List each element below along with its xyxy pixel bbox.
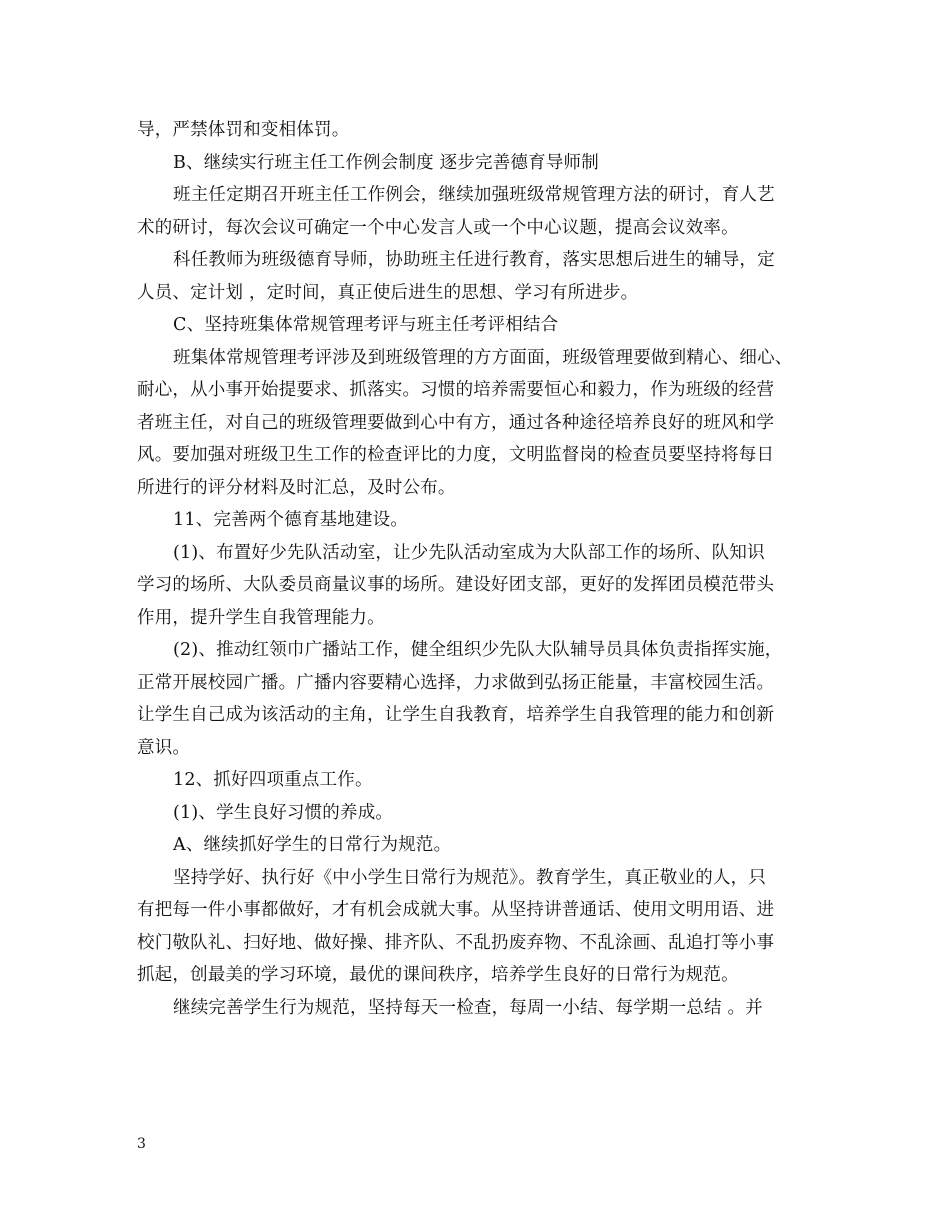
text-line: (1)、布置好少先队活动室，让少先队活动室成为大队部工作的场所、队知识 xyxy=(173,542,765,563)
text-line: 导，严禁体罚和变相体罚。 xyxy=(137,120,350,140)
text-line: 意识。 xyxy=(137,737,191,758)
text-line: (2)、推动红领巾广播站工作，健全组织少先队大队辅导员具体负责指挥实施， xyxy=(173,640,783,660)
text-line: 校门敬队礼、扫好地、做好操、排齐队、不乱扔废弃物、不乱涂画、乱追打等小事 xyxy=(137,932,775,953)
document-body xyxy=(137,114,817,1024)
text-line: 术的研讨，每次会议可确定一个中心发言人或一个中心议题，提高会议效率。 xyxy=(137,217,739,238)
text-line: 12、抓好四项重点工作。 xyxy=(173,770,373,790)
text-line: 班主任定期召开班主任工作例会，继续加强班级常规管理方法的研讨，育人艺 xyxy=(173,185,775,205)
text-line: 人员、定计划 ，定时间，真正使后进生的思想、学习有所进步。 xyxy=(137,282,639,303)
text-line: 学习的场所、大队委员商量议事的场所。建设好团支部，更好的发挥团员模范带头 xyxy=(137,575,775,595)
text-line: (1)、学生良好习惯的养成。 xyxy=(173,802,394,823)
text-line: 抓起，创最美的学习环境，最优的课间秩序，培养学生良好的日常行为规范。 xyxy=(137,965,739,985)
text-line: A、继续抓好学生的日常行为规范。 xyxy=(173,835,452,855)
text-line: 继续完善学生行为规范，坚持每天一检查，每周一小结、每学期一总结 。并 xyxy=(173,997,763,1018)
text-line: 科任教师为班级德育导师，协助班主任进行教育，落实思想后进生的辅导，定 xyxy=(173,250,775,270)
text-line: B、继续实行班主任工作例会制度 逐步完善德育导师制 xyxy=(173,152,599,173)
text-line: 正常开展校园广播。广播内容要精心选择，力求做到弘扬正能量，丰富校园生活。 xyxy=(137,672,775,693)
text-line: 让学生自己成为该活动的主角，让学生自我教育，培养学生自我管理的能力和创新 xyxy=(137,705,775,725)
text-line: 者班主任，对自己的班级管理要做到心中有方，通过各种途径培养良好的班风和学 xyxy=(137,412,775,433)
page-number: 3 xyxy=(137,1136,146,1152)
text-line: 作用，提升学生自我管理能力。 xyxy=(137,607,385,628)
text-line: 风。要加强对班级卫生工作的检查评比的力度，文明监督岗的检查员要坚持将每日 xyxy=(137,445,775,465)
text-line: C、坚持班集体常规管理考评与班主任考评相结合 xyxy=(173,315,559,335)
text-line: 坚持学好、执行好《中小学生日常行为规范》。教育学生，真正敬业的人，只 xyxy=(173,867,767,888)
text-line: 有把每一件小事都做好，才有机会成就大事。从坚持讲普通话、使用文明用语、进 xyxy=(137,900,775,920)
text-line: 所进行的评分材料及时汇总，及时公布。 xyxy=(137,477,456,498)
text-line: 11、完善两个德育基地建设。 xyxy=(173,510,409,530)
text-line: 耐心，从小事开始提要求、抓落实。习惯的培养需要恒心和毅力，作为班级的经营 xyxy=(137,380,775,400)
text-line: 班集体常规管理考评涉及到班级管理的方方面面，班级管理要做到精心、细心、 xyxy=(173,347,793,368)
